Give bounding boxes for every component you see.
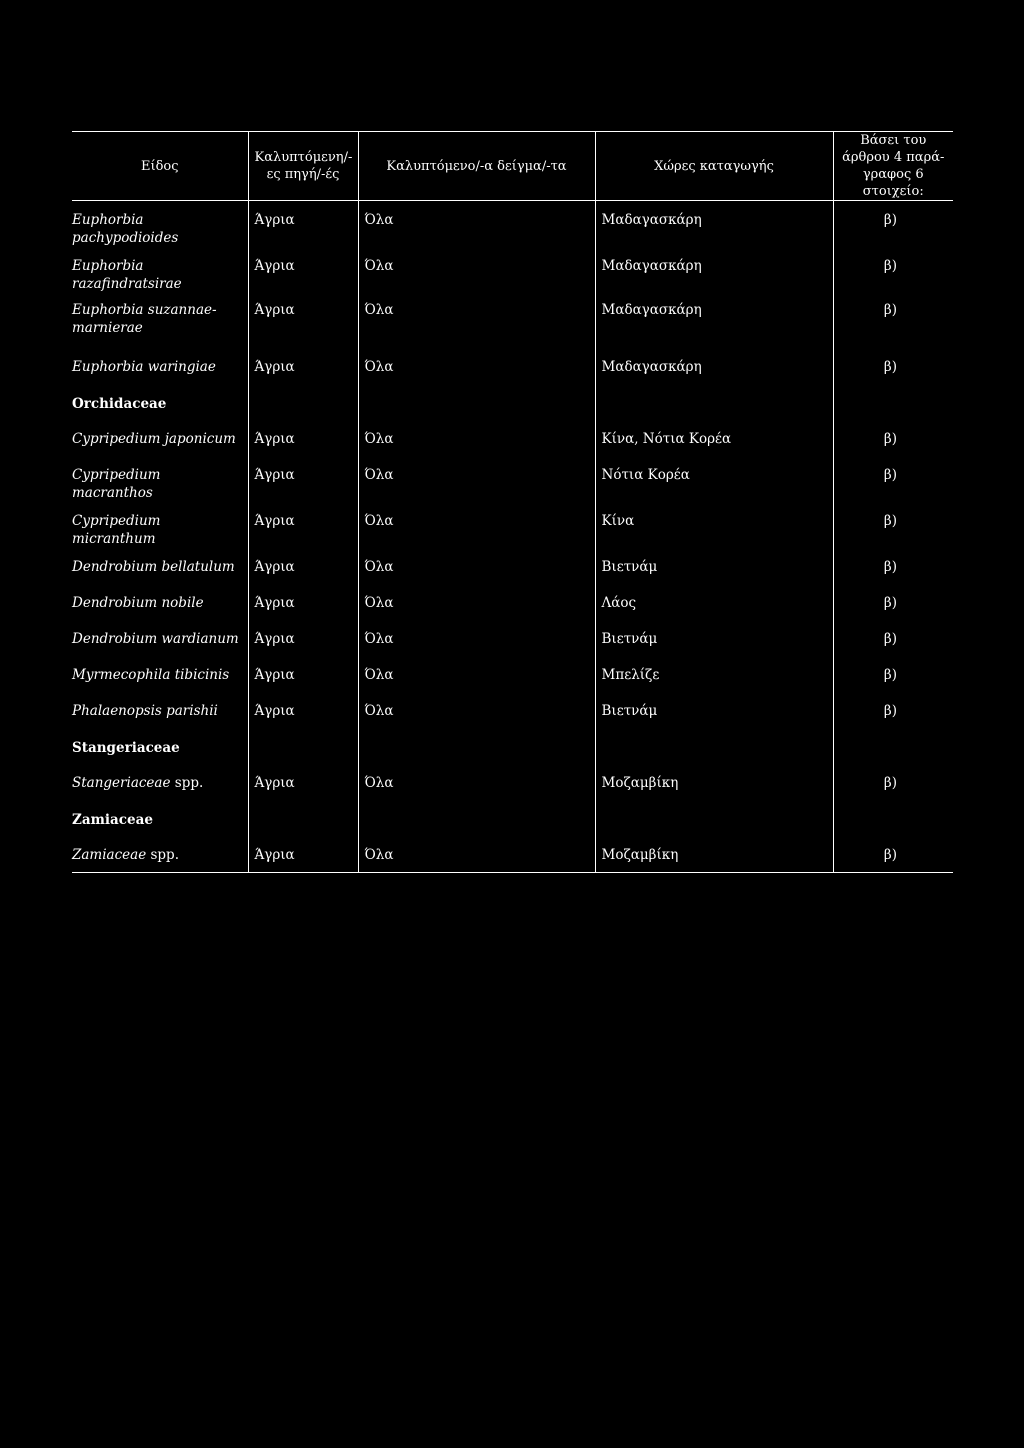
species-cell: [72, 247, 248, 293]
table-row: [72, 420, 953, 456]
specimens-cell: Όλα: [358, 656, 595, 692]
specimens-cell: Όλα: [358, 764, 595, 800]
countries-cell: Μπελίζε: [595, 656, 833, 692]
empty-cell: [358, 800, 595, 836]
source-cell: Άγρια: [248, 247, 358, 293]
specimens-cell: Όλα: [358, 836, 595, 872]
empty-cell: [358, 384, 595, 420]
family-name: Stangeriaceae: [72, 740, 180, 756]
species-cell: [72, 456, 248, 502]
basis-cell: β): [833, 836, 953, 872]
species-name: Cypripedium micranthum: [72, 513, 161, 547]
species-cell: [72, 836, 248, 872]
source-cell: Άγρια: [248, 201, 358, 248]
countries-cell: Μαδαγασκάρη: [595, 348, 833, 384]
species-cell: [72, 692, 248, 728]
source-cell: Άγρια: [248, 348, 358, 384]
table-row: [72, 247, 953, 293]
species-name: Euphorbia suzannae-marnierae: [72, 302, 217, 336]
table-row: [72, 548, 953, 584]
source-cell: Άγρια: [248, 420, 358, 456]
species-cell: [72, 620, 248, 656]
source-cell: Άγρια: [248, 620, 358, 656]
species-cell: [72, 548, 248, 584]
species-name: Euphorbia razafindratsirae: [72, 258, 182, 292]
header-source: Καλυπτόμενη/-ες πηγή/-ές: [248, 132, 358, 201]
countries-cell: Βιετνάμ: [595, 548, 833, 584]
species-name: Phalaenopsis parishii: [72, 703, 218, 719]
species-cell: [72, 201, 248, 248]
table-row: [72, 584, 953, 620]
species-name: Cypripedium macranthos: [72, 467, 161, 501]
species-name: Stangeriaceae: [72, 775, 171, 791]
empty-cell: [833, 384, 953, 420]
specimens-cell: Όλα: [358, 620, 595, 656]
basis-cell: β): [833, 692, 953, 728]
family-row: [72, 384, 953, 420]
species-cell: [72, 584, 248, 620]
species-cell: [72, 656, 248, 692]
countries-cell: Μαδαγασκάρη: [595, 201, 833, 248]
table-row: [72, 836, 953, 872]
specimens-cell: Όλα: [358, 247, 595, 293]
basis-cell: β): [833, 620, 953, 656]
table-row: [72, 201, 953, 248]
species-name: Euphorbia pachypodioides: [72, 212, 179, 246]
species-cell: [72, 502, 248, 548]
source-cell: Άγρια: [248, 502, 358, 548]
table-row: [72, 692, 953, 728]
species-cell: [72, 764, 248, 800]
header-species: Είδος: [72, 132, 248, 201]
table-row: [72, 293, 953, 348]
family-row: [72, 728, 953, 764]
table-row: [72, 620, 953, 656]
species-suffix: spp.: [150, 847, 179, 863]
species-name: Euphorbia waringiae: [72, 359, 216, 375]
countries-cell: Μαδαγασκάρη: [595, 293, 833, 348]
table-row: [72, 456, 953, 502]
empty-cell: [833, 800, 953, 836]
specimens-cell: Όλα: [358, 348, 595, 384]
source-cell: Άγρια: [248, 656, 358, 692]
table-row: [72, 502, 953, 548]
table-row: [72, 656, 953, 692]
source-cell: Άγρια: [248, 584, 358, 620]
species-name: Myrmecophila tibicinis: [72, 667, 230, 683]
source-cell: Άγρια: [248, 836, 358, 872]
specimens-cell: Όλα: [358, 584, 595, 620]
family-name: Orchidaceae: [72, 396, 167, 412]
species-name: Zamiaceae: [72, 847, 147, 863]
specimens-cell: Όλα: [358, 456, 595, 502]
specimens-cell: Όλα: [358, 548, 595, 584]
empty-cell: [248, 800, 358, 836]
countries-cell: Μοζαμβίκη: [595, 764, 833, 800]
basis-cell: β): [833, 348, 953, 384]
empty-cell: [833, 728, 953, 764]
empty-cell: [248, 384, 358, 420]
header-specimens: Καλυπτόμενο/-α δείγμα/-τα: [358, 132, 595, 201]
empty-cell: [358, 728, 595, 764]
empty-cell: [595, 384, 833, 420]
countries-cell: Μοζαμβίκη: [595, 836, 833, 872]
empty-cell: [595, 728, 833, 764]
basis-cell: β): [833, 584, 953, 620]
header-countries: Χώρες καταγωγής: [595, 132, 833, 201]
family-row: [72, 800, 953, 836]
basis-cell: β): [833, 293, 953, 348]
countries-cell: Νότια Κορέα: [595, 456, 833, 502]
specimens-cell: Όλα: [358, 420, 595, 456]
basis-cell: β): [833, 764, 953, 800]
table-row: [72, 348, 953, 384]
countries-cell: Βιετνάμ: [595, 620, 833, 656]
source-cell: Άγρια: [248, 548, 358, 584]
family-name: Zamiaceae: [72, 812, 153, 828]
source-cell: Άγρια: [248, 692, 358, 728]
table-row: [72, 764, 953, 800]
basis-cell: β): [833, 548, 953, 584]
specimens-cell: Όλα: [358, 692, 595, 728]
basis-cell: β): [833, 456, 953, 502]
species-cell: [72, 420, 248, 456]
species-name: Dendrobium nobile: [72, 595, 204, 611]
basis-cell: β): [833, 247, 953, 293]
countries-cell: Κίνα: [595, 502, 833, 548]
species-name: Cypripedium japonicum: [72, 431, 236, 447]
species-name: Dendrobium wardianum: [72, 631, 239, 647]
empty-cell: [595, 800, 833, 836]
specimens-cell: Όλα: [358, 502, 595, 548]
basis-cell: β): [833, 656, 953, 692]
species-table: [72, 131, 953, 873]
species-name: Dendrobium bellatulum: [72, 559, 235, 575]
countries-cell: Λάος: [595, 584, 833, 620]
countries-cell: Μαδαγασκάρη: [595, 247, 833, 293]
countries-cell: Βιετνάμ: [595, 692, 833, 728]
header-basis: Βάσει του άρθρου 4 παρά- γραφος 6 στοιχείο:: [833, 132, 953, 201]
specimens-cell: Όλα: [358, 293, 595, 348]
source-cell: Άγρια: [248, 456, 358, 502]
empty-cell: [248, 728, 358, 764]
species-cell: [72, 348, 248, 384]
specimens-cell: Όλα: [358, 201, 595, 248]
table-body: [72, 201, 953, 873]
source-cell: Άγρια: [248, 764, 358, 800]
table-header-row: [72, 132, 953, 201]
countries-cell: Κίνα, Νότια Κορέα: [595, 420, 833, 456]
species-cell: [72, 293, 248, 348]
basis-cell: β): [833, 420, 953, 456]
basis-cell: β): [833, 502, 953, 548]
source-cell: Άγρια: [248, 293, 358, 348]
basis-cell: β): [833, 201, 953, 248]
species-suffix: spp.: [174, 775, 204, 791]
